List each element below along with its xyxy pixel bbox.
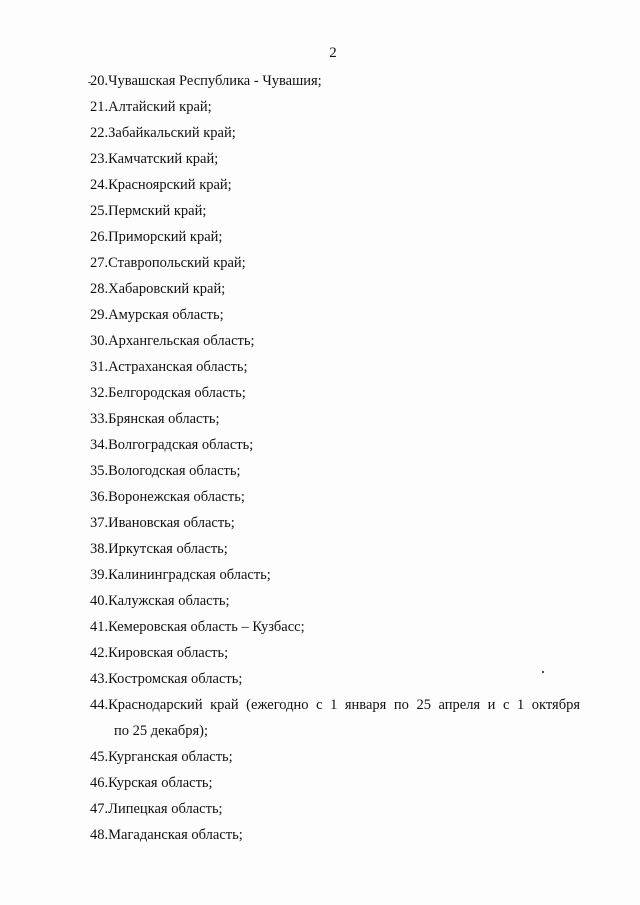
list-item-multiline: [90, 692, 590, 744]
list-item: 31.Астраханская область;: [90, 359, 248, 375]
list-item: 33.Брянская область;: [90, 411, 220, 427]
list-item: 42.Кировская область;: [90, 645, 229, 661]
page-number: 2: [329, 45, 337, 61]
list-item: 45.Курганская область;: [90, 749, 233, 765]
list-item-line: 44.Краснодарский край (ежегодно с 1 января по 25 апреля и с 1 октября: [90, 697, 580, 713]
list-item: 32.Белгородская область;: [90, 385, 246, 401]
list-item: 26.Приморский край;: [90, 229, 223, 245]
list-item: 47.Липецкая область;: [90, 801, 223, 817]
list-item: 37.Ивановская область;: [90, 515, 235, 531]
list-item-continuation: по 25 декабря);: [114, 723, 208, 739]
list-item: 30.Архангельская область;: [90, 333, 255, 349]
list-item: 24.Красноярский край;: [90, 177, 232, 193]
list-item: 40.Калужская область;: [90, 593, 230, 609]
list-item: 46.Курская область;: [90, 775, 213, 791]
list-item: 22.Забайкальский край;: [90, 125, 236, 141]
list-item: 38.Иркутская область;: [90, 541, 228, 557]
list-item: 39.Калининградская область;: [90, 567, 271, 583]
list-item: 21.Алтайский край;: [90, 99, 212, 115]
region-list: [90, 68, 590, 848]
list-item: 23.Камчатский край;: [90, 151, 219, 167]
list-item: 20.Чувашская Республика - Чувашия;: [90, 73, 322, 89]
list-item: 28.Хабаровский край;: [90, 281, 226, 297]
list-item: 41.Кемеровская область – Кузбасс;: [90, 619, 305, 635]
list-item: 25.Пермский край;: [90, 203, 207, 219]
list-item: 35.Вологодская область;: [90, 463, 241, 479]
list-item: 36.Воронежская область;: [90, 489, 245, 505]
list-item: 29.Амурская область;: [90, 307, 224, 323]
list-item: 27.Ставропольский край;: [90, 255, 246, 271]
list-item: 43.Костромская область;: [90, 671, 243, 687]
list-item: 34.Волгоградская область;: [90, 437, 254, 453]
list-item: 48.Магаданская область;: [90, 827, 243, 843]
